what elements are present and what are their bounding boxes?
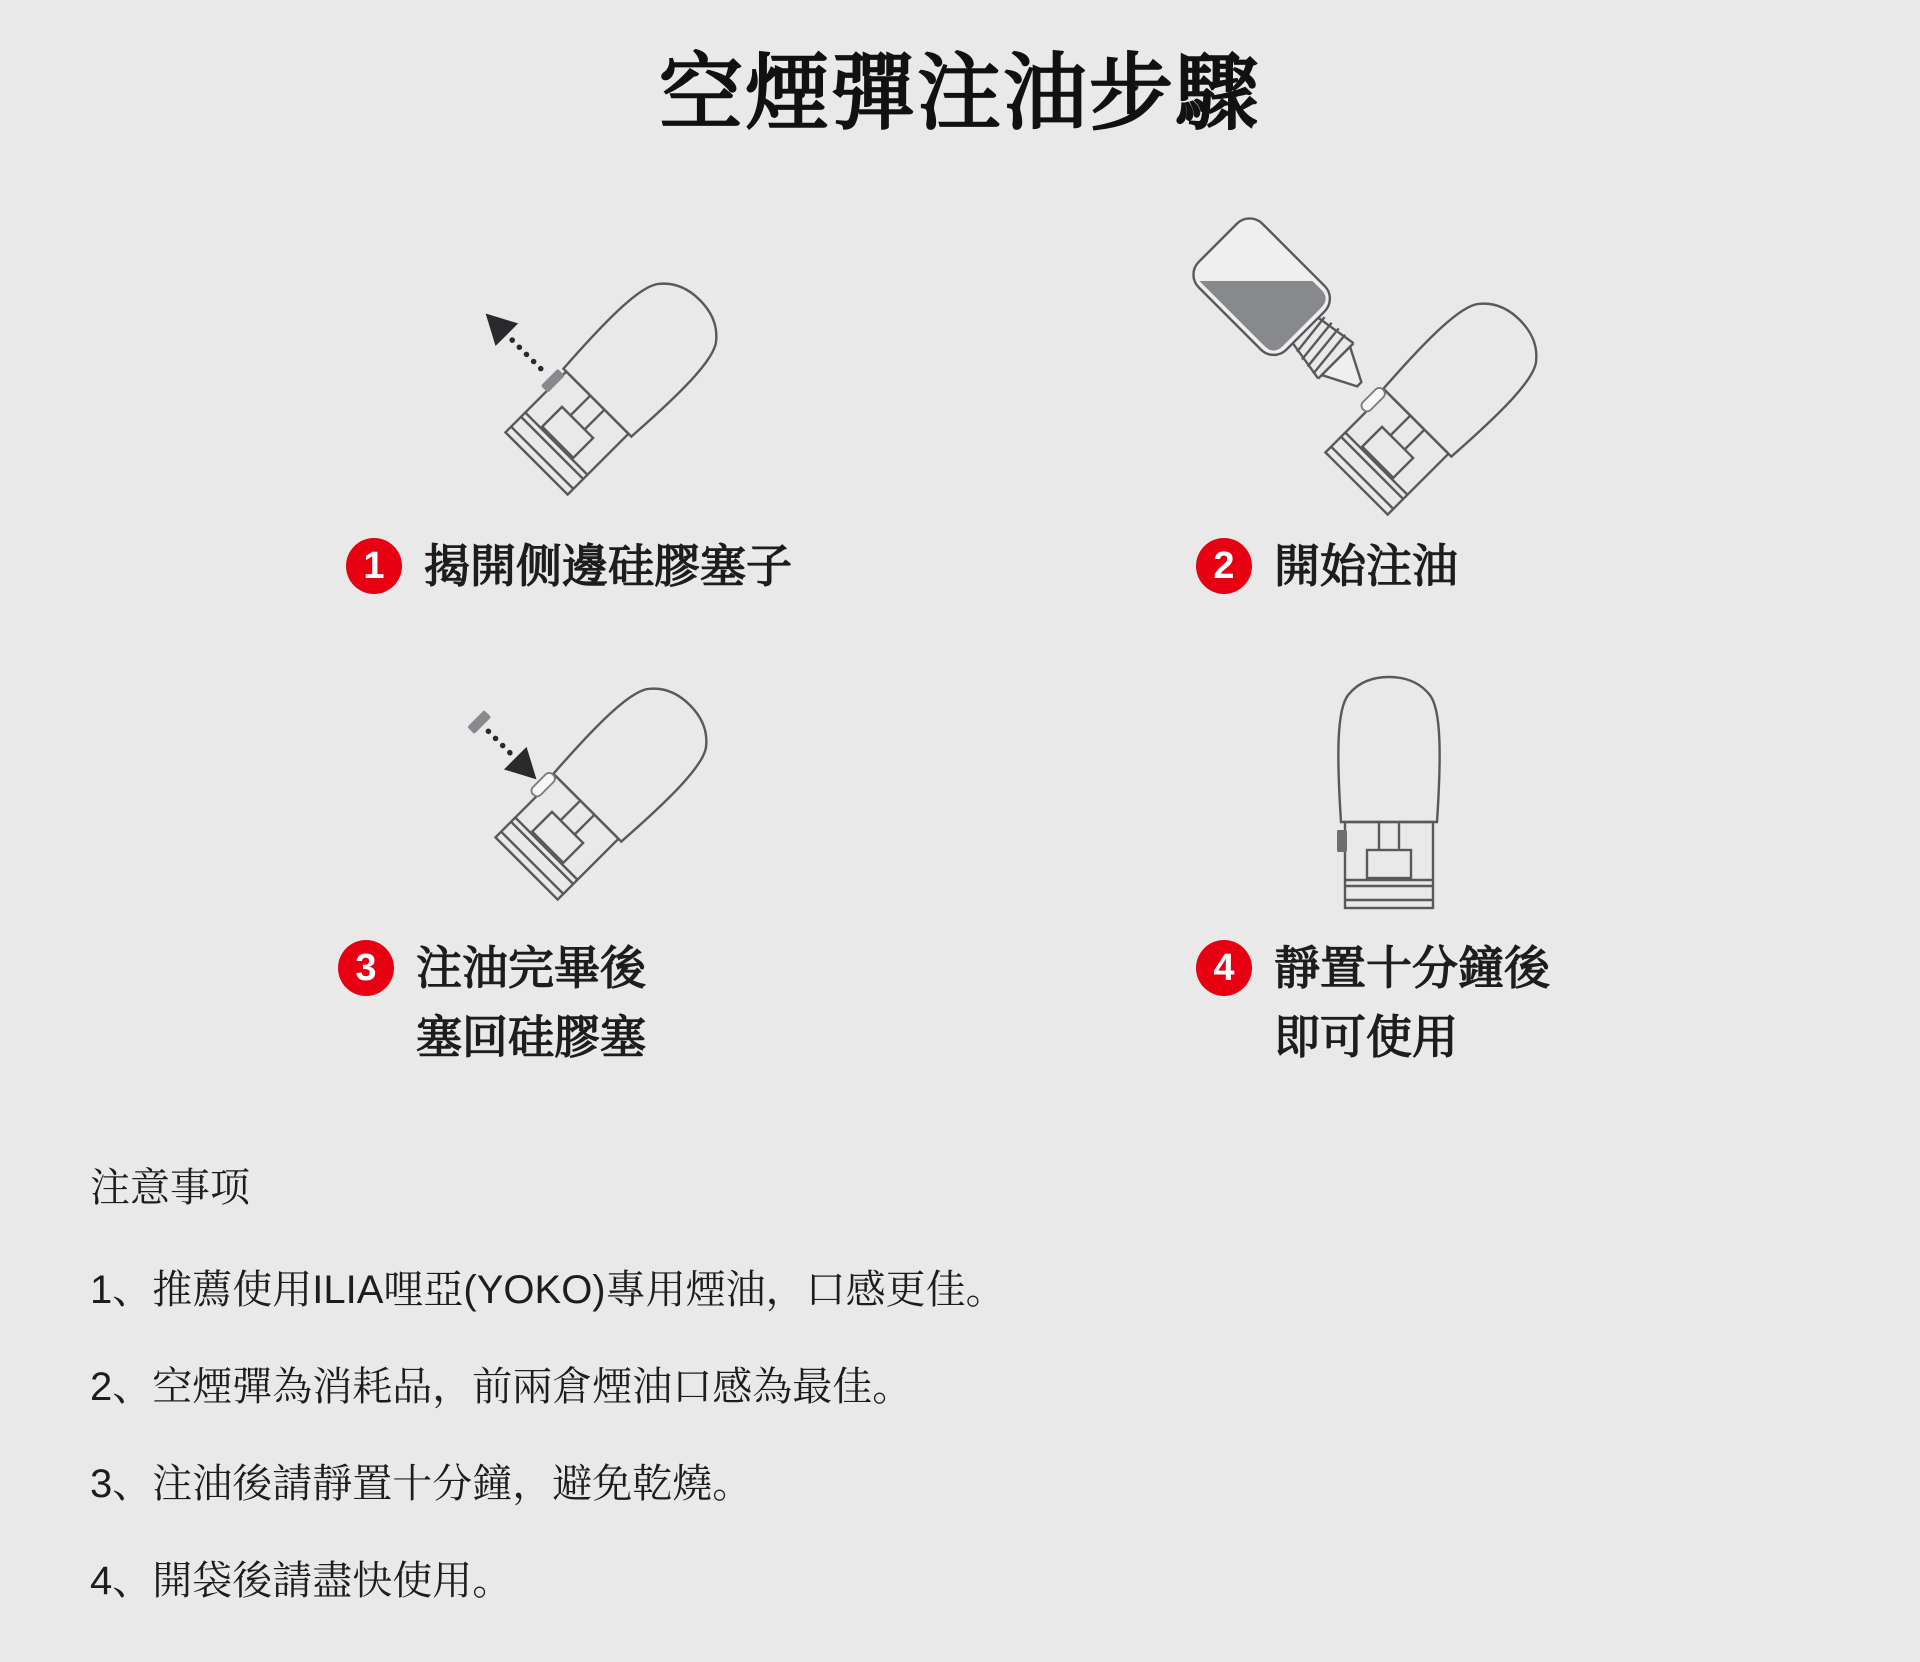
step-3-label	[416, 934, 646, 1072]
step-2-illustration	[1165, 195, 1625, 545]
step-3-label-line1: 注油完畢後	[416, 942, 646, 994]
step-2-caption	[1196, 532, 1458, 601]
fill-hole-icon	[1359, 386, 1387, 414]
step-4-label-line1: 靜置十分鐘後	[1274, 942, 1550, 994]
dotted-arrow-line-icon	[508, 336, 541, 369]
step-4-label-line2: 即可使用	[1274, 1011, 1458, 1063]
step-1-label-line1: 揭開侧邊硅膠塞子	[424, 540, 792, 592]
step-3-badge: 3	[338, 940, 394, 996]
notes-heading: 注意事项	[90, 1166, 250, 1210]
step-3-label-line2: 塞回硅膠塞	[416, 1011, 646, 1063]
e-liquid-bottle-icon	[1186, 211, 1391, 416]
step-1-caption	[346, 532, 792, 601]
step-3-illustration	[415, 640, 765, 940]
notes-section	[90, 1168, 1006, 1658]
note-item: 2、空煙彈為消耗品，前兩倉煙油口感為最佳。	[90, 1365, 913, 1409]
note-item: 3、注油後請靜置十分鐘，避免乾燒。	[90, 1462, 753, 1506]
note-item: 4、開袋後請盡快使用。	[90, 1559, 513, 1603]
silicone-plug-icon	[541, 369, 565, 393]
dotted-arrow-line-icon	[488, 731, 515, 758]
step-2-label	[1274, 532, 1458, 601]
step-1-label	[424, 532, 792, 601]
step-2-badge: 2	[1196, 538, 1252, 594]
step-1-illustration	[415, 205, 765, 525]
silicone-plug-icon	[1337, 830, 1347, 852]
pod-icon	[1338, 677, 1439, 908]
step-2-label-line1: 開始注油	[1274, 540, 1458, 592]
pod-icon	[491, 669, 726, 904]
pod-icon	[501, 264, 736, 499]
step-4-badge: 4	[1196, 940, 1252, 996]
page-title: 空煙彈注油步驟	[658, 46, 1261, 140]
note-item: 1、推薦使用ILIA哩亞(YOKO)專用煙油，口感更佳。	[90, 1268, 1006, 1312]
step-4-label	[1274, 934, 1550, 1072]
pod-icon	[1321, 284, 1556, 519]
step-4-illustration	[1280, 650, 1580, 930]
step-4-caption	[1196, 934, 1550, 1072]
step-3-caption	[338, 934, 646, 1072]
step-1-badge: 1	[346, 538, 402, 594]
